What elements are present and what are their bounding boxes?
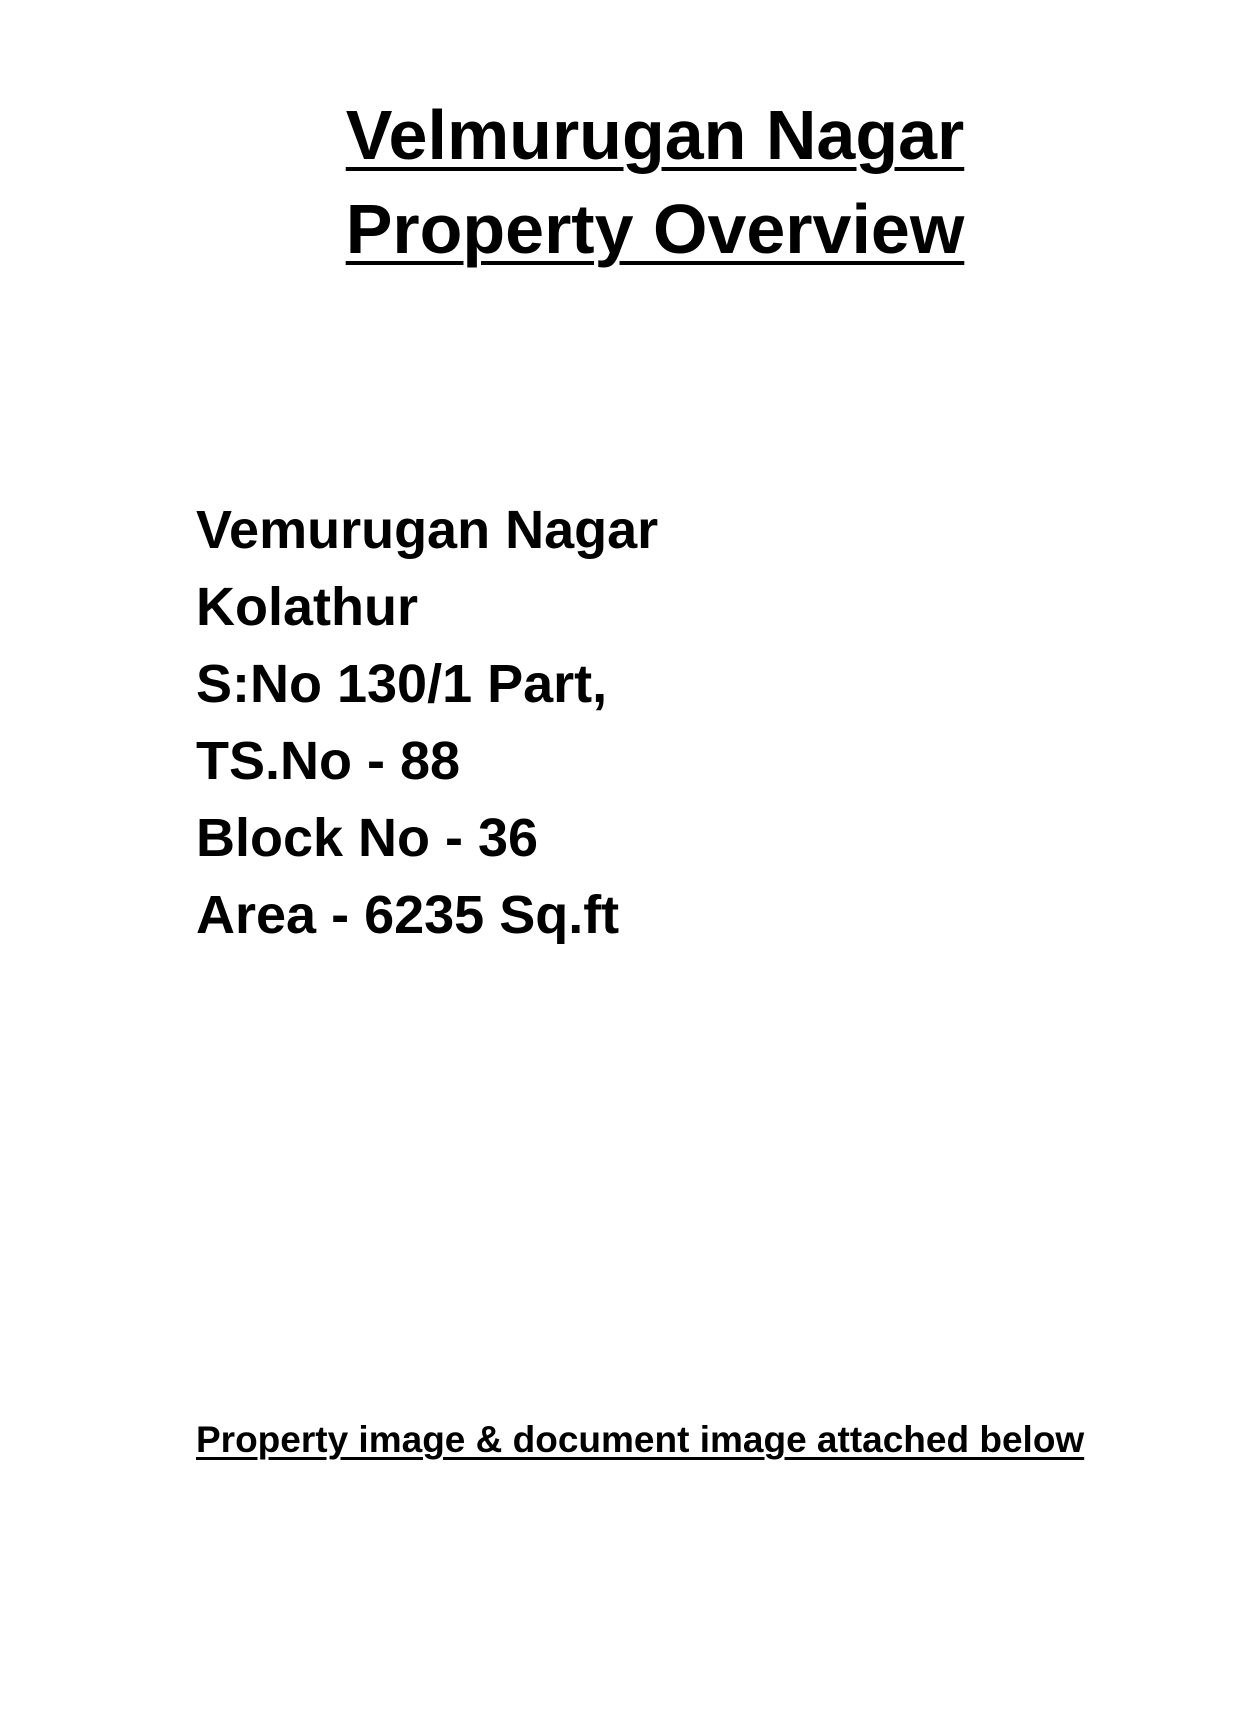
- detail-ts-number: TS.No - 88: [196, 731, 461, 791]
- attachment-note: Property image & document image attached below: [196, 1419, 1085, 1460]
- detail-locality: Vemurugan Nagar: [196, 500, 659, 560]
- detail-area-size: Area - 6235 Sq.ft: [196, 885, 620, 945]
- page-title: [0, 88, 1260, 276]
- detail-survey-number: S:No 130/1 Part,: [196, 654, 608, 714]
- detail-area-name: Kolathur: [196, 577, 418, 637]
- title-line-2: Property Overview: [345, 190, 965, 268]
- title-line-1: Velmurugan Nagar: [345, 96, 965, 174]
- property-details: [196, 492, 1196, 954]
- detail-block-number: Block No - 36: [196, 808, 539, 868]
